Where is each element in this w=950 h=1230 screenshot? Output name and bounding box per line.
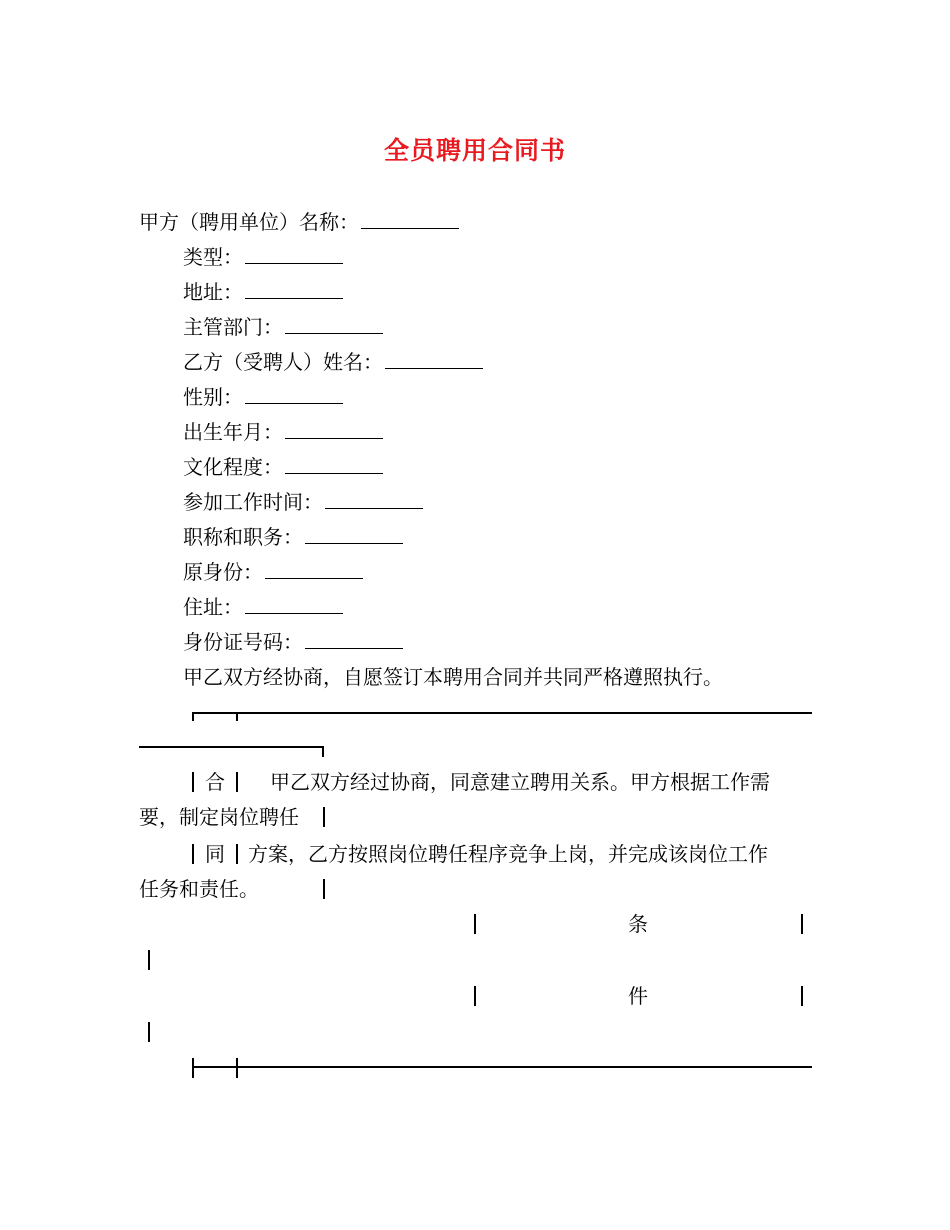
table-divider-top: [236, 712, 238, 721]
field-residence: [183, 594, 343, 620]
page-title: 全员聘用合同书: [383, 136, 566, 165]
blank-line: [245, 245, 343, 264]
field-type: [183, 244, 343, 270]
field-label: 职称和职务：: [183, 525, 303, 549]
field-employer-name: [139, 209, 459, 235]
field-birth: [183, 419, 383, 445]
table-cell-jian: 件: [628, 984, 648, 1008]
table-right-border: [323, 807, 325, 827]
field-label: 身份证号码：: [183, 630, 303, 654]
blank-line: [285, 315, 383, 334]
blank-line: [245, 385, 343, 404]
table-corner-left: [192, 712, 194, 721]
field-department: [183, 314, 383, 340]
table-left-border: [192, 844, 194, 864]
table-right-border: [323, 879, 325, 899]
row1-text-line-b: 要，制定岗位聘任: [139, 805, 299, 829]
field-work-start: [183, 489, 423, 515]
table-border: [148, 1022, 150, 1042]
table-border: [474, 914, 476, 934]
field-label: 性别：: [183, 385, 243, 409]
blank-line: [305, 630, 403, 649]
field-employee-name: [183, 349, 483, 375]
blank-line: [285, 420, 383, 439]
intro-paragraph: 甲乙双方经协商，自愿签订本聘用合同并共同严格遵照执行。: [183, 665, 723, 689]
field-address: [183, 279, 343, 305]
table-junction-inner: [236, 1058, 238, 1078]
table-cell-he: 合: [205, 770, 225, 794]
field-gender: [183, 384, 343, 410]
field-label: 乙方（受聘人）姓名：: [183, 350, 383, 374]
table-corner-right: [322, 746, 324, 757]
blank-line: [285, 455, 383, 474]
table-top-rule-wrap: [139, 746, 323, 748]
field-label: 地址：: [183, 280, 243, 304]
blank-line: [325, 490, 423, 509]
field-label: 住址：: [183, 595, 243, 619]
table-border: [474, 986, 476, 1006]
table-top-rule: [192, 712, 812, 714]
row2-text-line-a: 方案，乙方按照岗位聘任程序竞争上岗，并完成该岗位工作: [248, 842, 768, 866]
field-original-status: [183, 559, 363, 585]
field-label: 出生年月：: [183, 420, 283, 444]
row1-text-line-a: 甲乙双方经过协商，同意建立聘用关系。甲方根据工作需: [270, 770, 770, 794]
field-education: [183, 454, 383, 480]
field-label: 主管部门：: [183, 315, 283, 339]
field-title-position: [183, 524, 403, 550]
table-left-border: [192, 772, 194, 792]
blank-line: [245, 280, 343, 299]
table-inner-border: [236, 772, 238, 792]
field-id-number: [183, 629, 403, 655]
blank-line: [305, 525, 403, 544]
blank-line: [265, 560, 363, 579]
row2-text-line-b: 任务和责任。: [139, 877, 259, 901]
field-label: 甲方（聘用单位）名称：: [139, 210, 359, 234]
table-border: [801, 986, 803, 1006]
field-label: 类型：: [183, 245, 243, 269]
table-border: [148, 950, 150, 970]
field-label: 文化程度：: [183, 455, 283, 479]
field-label: 参加工作时间：: [183, 490, 323, 514]
table-junction-left: [192, 1058, 194, 1078]
blank-line: [361, 210, 459, 229]
table-cell-tiao: 条: [628, 912, 648, 936]
table-inner-border: [236, 844, 238, 864]
field-label: 原身份：: [183, 560, 263, 584]
blank-line: [385, 350, 483, 369]
blank-line: [245, 595, 343, 614]
table-cell-tong: 同: [205, 842, 225, 866]
table-border: [801, 914, 803, 934]
table-bottom-rule: [192, 1066, 812, 1068]
